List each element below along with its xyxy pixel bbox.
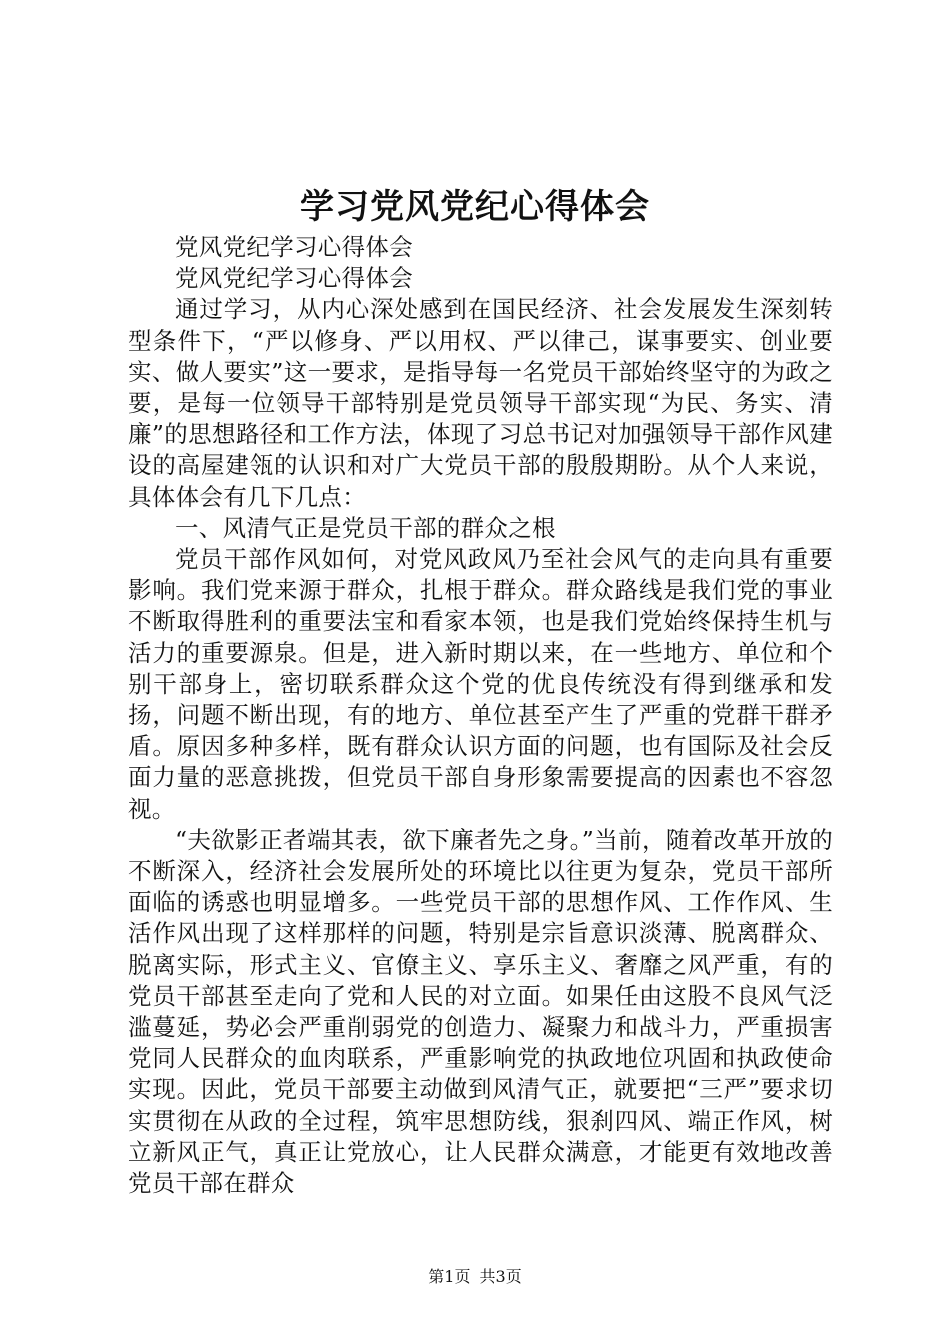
page-footer (0, 1266, 950, 1288)
document-title: 学习党风党纪心得体会 (300, 187, 650, 227)
paragraph: 通过学习，从内心深处感到在国民经济、社会发展发生深刻转型条件下，“严以修身、严以用权、严以律己，谋事要实、创业要实、做人要实”这一要求，是指导每一名党员干部始终坚守的为政之要，是每一位领导干部特别是党员领导干部实现“为民、务实、清廉”的思想路径和工作方法，体现了习总书记对加强领导干部作风建设的高屋建瓴的认识和对广大党员干部的殷殷期盼。从个人来说，具体体会有几下几点： (128, 295, 833, 511)
section-heading: 一、风清气正是党员干部的群众之根 (175, 513, 556, 542)
paragraph: 党风党纪学习心得体会 (175, 264, 413, 293)
document-body (128, 232, 833, 1199)
page-number: 第1页 (428, 1267, 471, 1286)
paragraph: “夫欲影正者端其表，欲下廉者先之身。”当前，随着改革开放的不断深入，经济社会发展所处的环境比以往更为复杂，党员干部所面临的诱惑也明显增多。一些党员干部的思想作风、工作作风、生活作风出现了这样那样的问题，特别是宗旨意识淡薄、脱离群众、脱离实际，形式主义、官僚主义、享乐主义、奢靡之风严重，有的党员干部甚至走向了党和人民的对立面。如果任由这股不良风气泛滥蔓延，势必会严重削弱党的创造力、凝聚力和战斗力，严重损害党同人民群众的血肉联系，严重影响党的执政地位巩固和执政使命实现。因此，党员干部要主动做到风清气正，就要把“三严”要求切实贯彻在从政的全过程，筑牢思想防线，狠刹四风、端正作风，树立新风正气，真正让党放心，让人民群众满意，才能更有效地改善党员干部在群众 (128, 825, 833, 1198)
page-total: 共3页 (479, 1267, 522, 1286)
paragraph: 党员干部作风如何，对党风政风乃至社会风气的走向具有重要影响。我们党来源于群众，扎根于群众。群众路线是我们党的事业不断取得胜利的重要法宝和看家本领，也是我们党始终保持生机与活力的重要源泉。但是，进入新时期以来，在一些地方、单位和个别干部身上，密切联系群众这个党的优良传统没有得到继承和发扬，问题不断出现，有的地方、单位甚至产生了严重的党群干群矛盾。原因多种多样，既有群众认识方面的问题，也有国际及社会反面力量的恶意挑拨，但党员干部自身形象需要提高的因素也不容忽视。 (128, 545, 833, 823)
paragraph: 党风党纪学习心得体会 (175, 233, 413, 261)
